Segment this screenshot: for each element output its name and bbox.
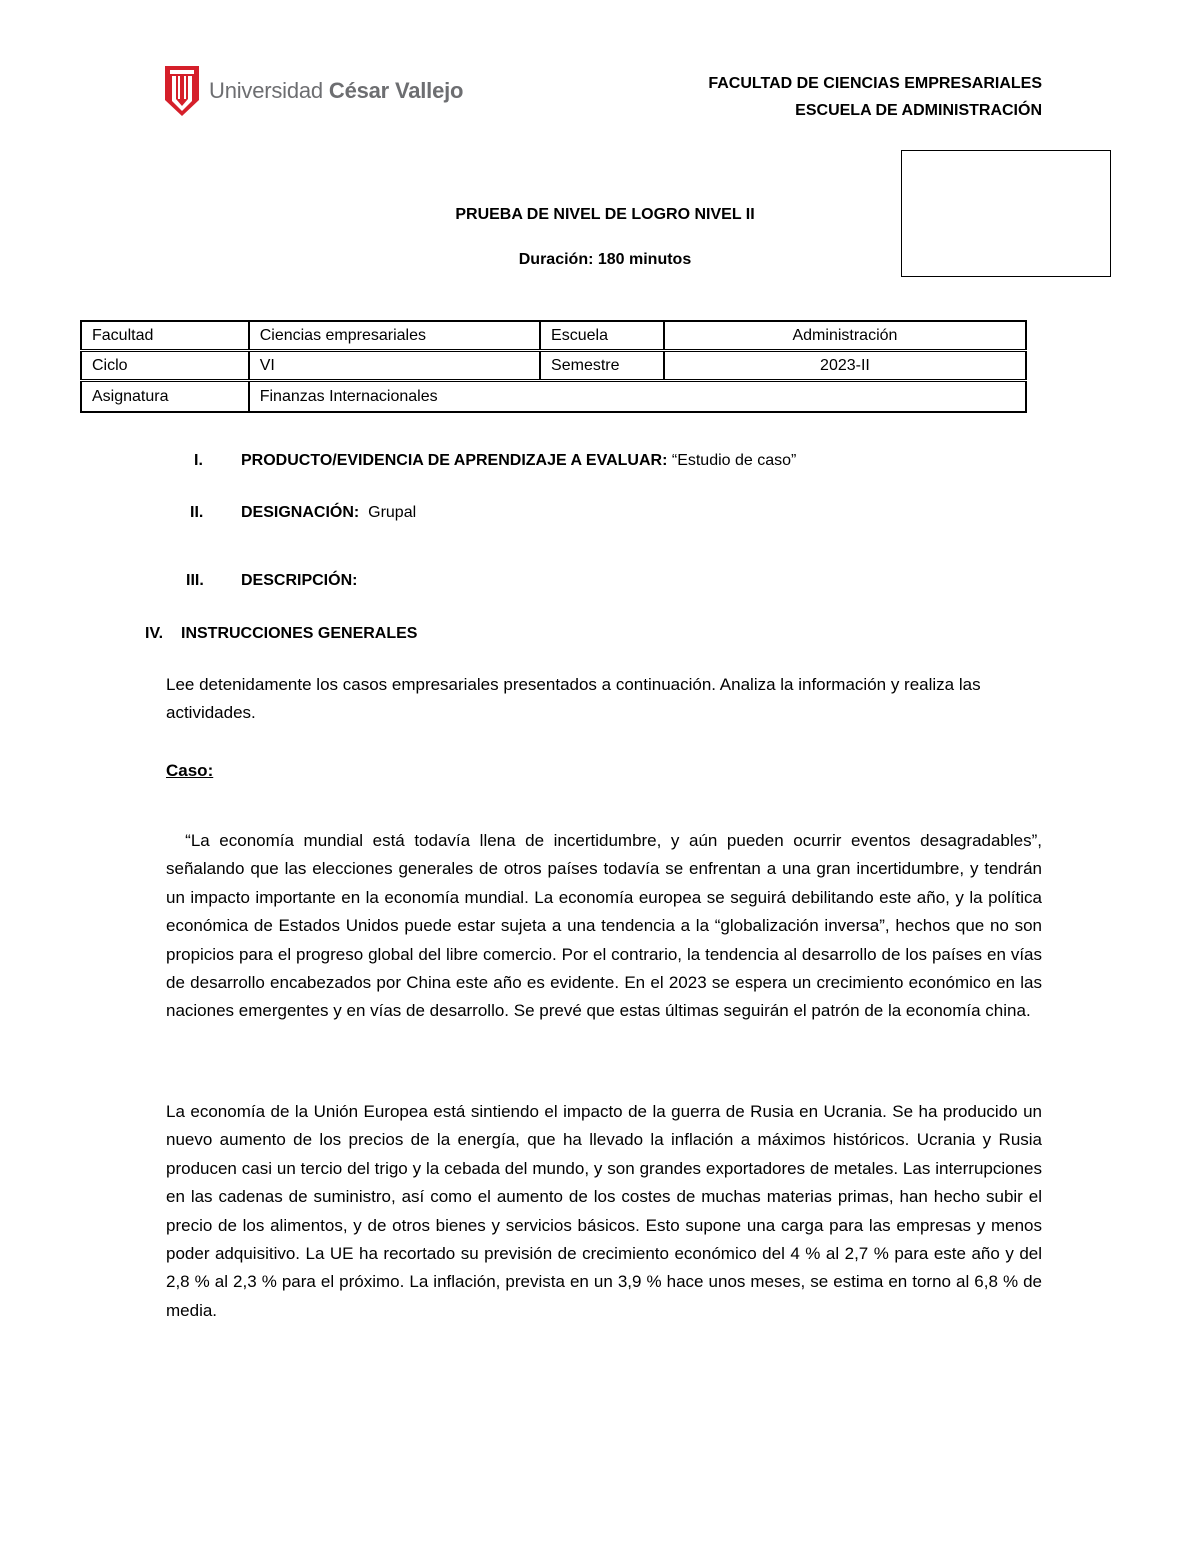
faculty-heading: FACULTAD DE CIENCIAS EMPRESARIALES <box>708 75 1042 92</box>
facultad-value: Ciencias empresariales <box>249 321 540 351</box>
section-2-label: DESIGNACIÓN: <box>241 504 360 521</box>
facultad-label: Facultad <box>81 321 249 351</box>
section-3-number: III. <box>186 572 204 589</box>
course-info-table <box>80 320 1027 413</box>
logo-wordmark <box>209 78 463 104</box>
section-3-label: DESCRIPCIÓN: <box>241 572 358 589</box>
section-2-number: II. <box>190 504 204 521</box>
table-row <box>81 351 1026 381</box>
section-1 <box>0 452 1200 474</box>
university-logo <box>165 66 463 116</box>
asignatura-value: Finanzas Internacionales <box>249 381 1026 413</box>
instructions-text: Lee detenidamente los casos empresariales presentados a continuación. Analiza la información y realiza las actividades. <box>166 675 981 723</box>
semestre-label: Semestre <box>540 351 664 381</box>
university-shield-icon <box>165 66 199 116</box>
escuela-value: Administración <box>664 321 1026 351</box>
logo-text-bold: César Vallejo <box>328 78 464 103</box>
section-1-number: I. <box>194 452 203 469</box>
caso-heading: Caso: <box>166 761 214 780</box>
exam-title: PRUEBA DE NIVEL DE LOGRO NIVEL II <box>455 206 755 223</box>
section-2 <box>0 504 1200 526</box>
table-row <box>81 321 1026 351</box>
ciclo-value: VI <box>249 351 540 381</box>
grade-box <box>901 150 1111 277</box>
section-1-label: PRODUCTO/EVIDENCIA DE APRENDIZAJE A EVALUAR: <box>241 452 668 469</box>
section-2-value: Grupal <box>368 504 417 521</box>
section-4 <box>0 625 1200 647</box>
escuela-label: Escuela <box>540 321 664 351</box>
section-4-number: IV. <box>145 625 164 642</box>
exam-duration: Duración: 180 minutos <box>518 251 692 268</box>
section-4-label: INSTRUCCIONES GENERALES <box>181 625 418 642</box>
table-row <box>81 381 1026 413</box>
semestre-value: 2023-II <box>664 351 1026 381</box>
case-paragraph-1: “La economía mundial está todavía llena de incertidumbre, y aún pueden ocurrir eventos desagradables”, señalando que las elecciones generales de otros países todavía se enfrentan a una gran incertidumbre, y tendrán un impacto importante en la economía mundial. La economía europea se seguirá debilitando este año, y la política económica de Estados Unidos puede estar sujeta a una tendencia a la “globalización inversa”, hechos que no son propicios para el progreso global del libre comercio. Por el contrario, la tendencia al desarrollo de los países en vías de desarrollo encabezados por China este año es evidente. En el 2023 se espera un crecimiento económico en las naciones emergentes y en vías de desarrollo. Se prevé que estas últimas seguirán el patrón de la economía china. <box>166 831 1047 1021</box>
case-paragraph-2: La economía de la Unión Europea está sintiendo el impacto de la guerra de Rusia en Ucrania. Se ha producido un nuevo aumento de los precios de la energía, que ha llevado la inflación a máximos históricos. Ucrania y Rusia producen casi un tercio del trigo y la cebada del mundo, y son grandes exportadores de metales. Las interrupciones en las cadenas de suministro, así como el aumento de los costes de muchas materias primas, han hecho subir el precio de los alimentos, y de otros bienes y servicios básicos. Esto supone una carga para las empresas y menos poder adquisitivo. La UE ha recortado su previsión de crecimiento económico del 4 % al 2,7 % para este año y del 2,8 % al 2,3 % para el próximo. La inflación, prevista en un 3,9 % hace unos meses, se estima en torno al 6,8 % de media. <box>166 1102 1042 1320</box>
logo-text-regular: Universidad <box>209 78 323 103</box>
asignatura-label: Asignatura <box>81 381 249 413</box>
section-3 <box>0 572 1200 594</box>
ciclo-label: Ciclo <box>81 351 249 381</box>
section-1-value: “Estudio de caso” <box>671 452 797 469</box>
school-heading: ESCUELA DE ADMINISTRACIÓN <box>795 102 1042 119</box>
